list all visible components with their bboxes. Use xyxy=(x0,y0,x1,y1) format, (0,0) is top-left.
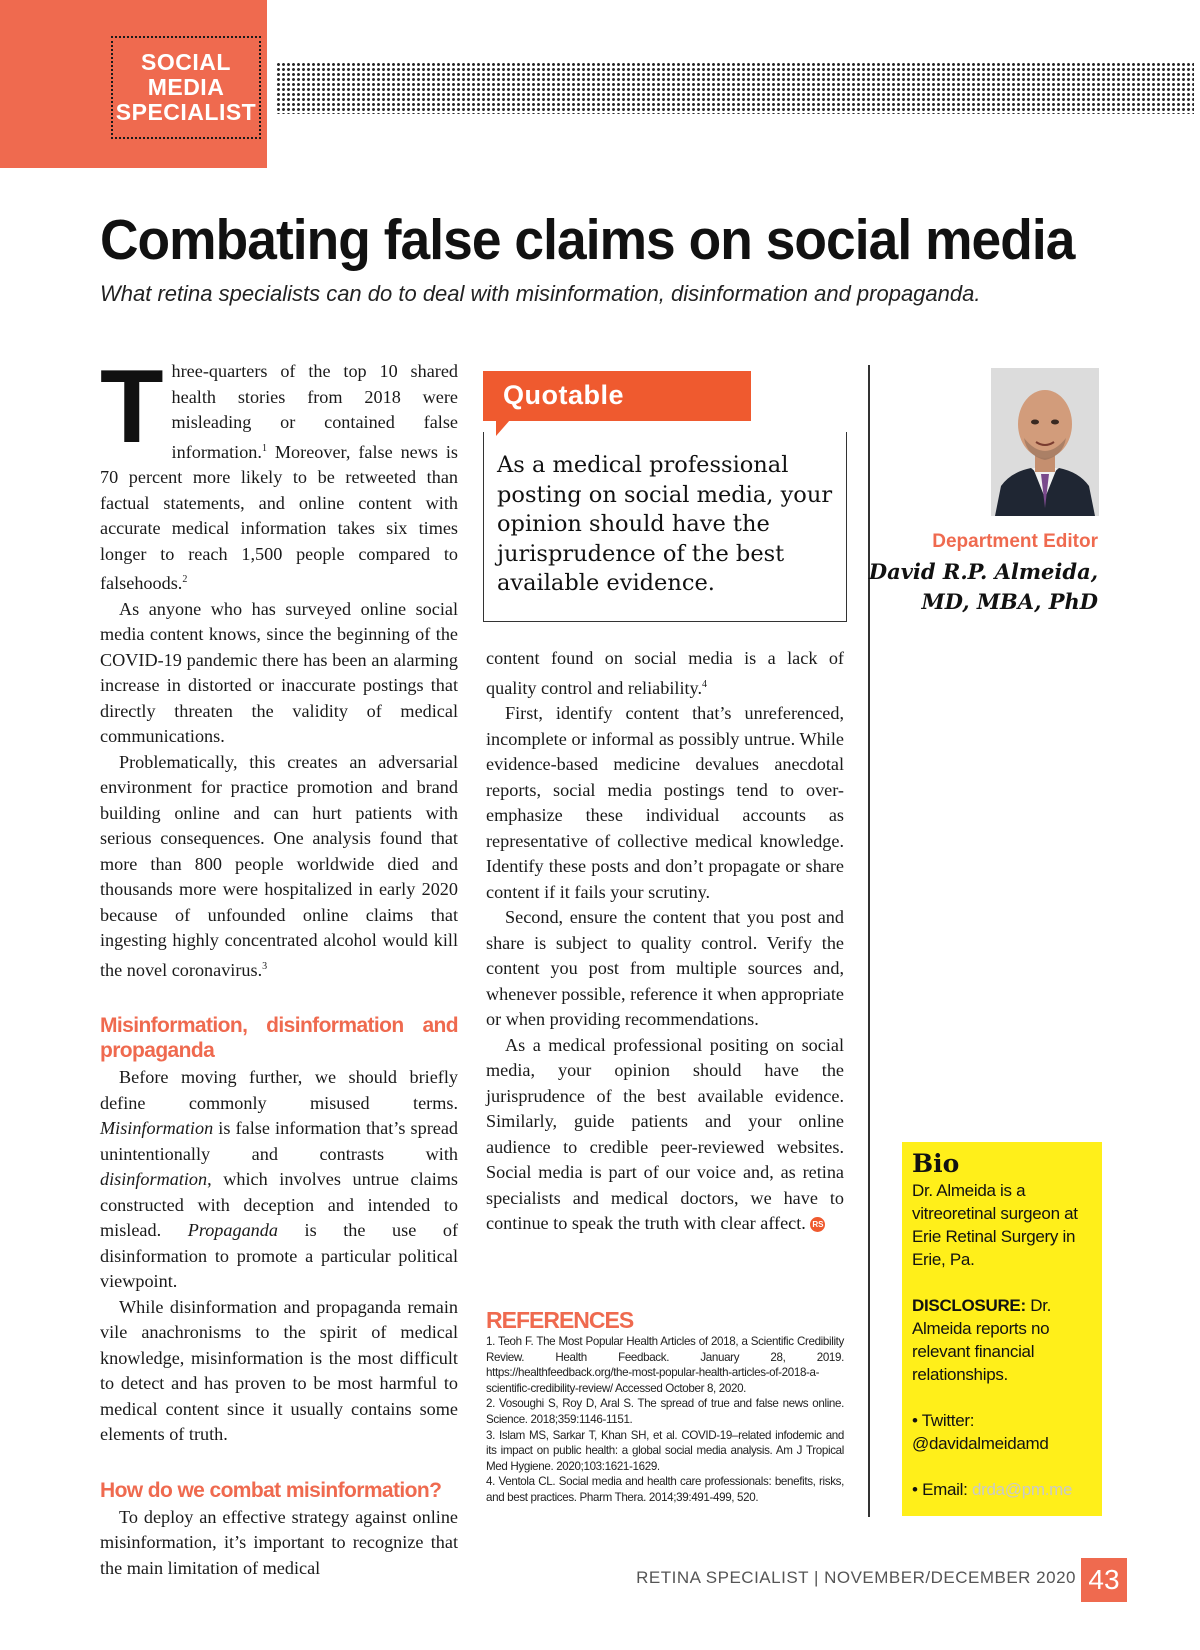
editor-credentials: MD, MBA, PhD xyxy=(921,589,1098,614)
dotted-header-band xyxy=(276,62,1194,114)
end-mark-icon: RS xyxy=(810,1217,825,1232)
disclosure-text: Dr. Almeida reports no relevant financial relationships. xyxy=(912,1296,1052,1384)
text: As a medical professional positing on social media, your opinion should have the jurisprudence of the best available evidence. Similarly, guide patients and your online audience to credible peer-reviewed websites. Social media is part of our voice and, as retina specialists and medical doctors, we have to continue to speak the truth with clear affect. xyxy=(486,1034,844,1234)
section-heading: How do we combat misinformation? xyxy=(100,1478,442,1502)
paragraph xyxy=(100,750,458,984)
bio-box xyxy=(902,1142,1102,1516)
pull-quote: As a medical professional posting on social media, your opinion should have the jurisprudence of the best available evidence. xyxy=(497,452,833,596)
reference-item: 4. Ventola CL. Social media and health care professionals: benefits, risks, and best practices. Pharm Thera. 2014;39:491-499, 520. xyxy=(486,1475,844,1504)
section-label-box xyxy=(111,36,261,139)
section-heading: Misinformation, disinformation and propaganda xyxy=(100,1014,458,1063)
text: , which involves untrue claims constructed with deception and intended to mislead. xyxy=(100,1169,458,1241)
email-line xyxy=(912,1478,1092,1501)
paragraph xyxy=(100,1065,458,1295)
term: Propaganda xyxy=(187,1220,278,1241)
email-link[interactable]: drda@pm.me xyxy=(971,1480,1073,1499)
text: content found on social media is a lack of quality control and reliability. xyxy=(486,648,844,698)
footnote-ref: 2 xyxy=(182,574,188,586)
footnote-ref: 4 xyxy=(702,678,708,690)
term: Misinformation xyxy=(100,1118,214,1139)
term: disinformation xyxy=(100,1169,208,1190)
reference-item: 1. Teoh F. The Most Popular Health Articles of 2018, a Scientific Credibility Review. Health Feedback. January 28, 2019. https://healthfeedback.org/the-most-popular-health-articles-of-2018-a-scientific-credibility-review/ Accessed October 8, 2020. xyxy=(486,1335,844,1395)
reference-item: 2. Vosoughi S, Roy D, Aral S. The spread of true and false news online. Science. 2018;359:1146-1151. xyxy=(486,1397,844,1426)
text: Problematically, this creates an adversarial environment for practice promotion and brand building online and can hurt patients with serious consequences. One analysis found that more than 800 people worldwide died and thousands more were hospitalized in early 2020 because of unfounded online claims that ingesting highly concentrated alcohol would kill the novel coronavirus. xyxy=(100,751,458,980)
section-label-line: SPECIALIST xyxy=(115,99,257,125)
section-label-line: SOCIAL xyxy=(141,49,231,75)
page-number: 43 xyxy=(1081,1558,1127,1602)
footnote-ref: 1 xyxy=(261,442,267,454)
article-title: Combating false claims on social media xyxy=(100,208,1075,272)
paragraph xyxy=(100,349,458,597)
editor-photo xyxy=(991,368,1099,516)
bio-title: Bio xyxy=(912,1149,960,1178)
portrait-icon xyxy=(991,368,1099,516)
text: is the use of disinformation to promote a particular political viewpoint. xyxy=(100,1220,459,1292)
article-subtitle: What retina specialists can do to deal with misinformation, disinformation and propaganda. xyxy=(100,281,981,306)
email-label: • Email: xyxy=(912,1480,972,1499)
section-label-line: MEDIA xyxy=(147,74,225,100)
bio-text: Dr. Almeida is a vitreoretinal surgeon at Erie Retinal Surgery in Erie, Pa. xyxy=(912,1181,1078,1269)
text: Moreover, false news is 70 percent more likely to be retweeted than factual statements, and online content with accurate medical information takes six times longer to reach 1,500 people compared to falsehoods. xyxy=(100,441,458,594)
disclosure-label: DISCLOSURE: xyxy=(912,1296,1026,1315)
paragraph xyxy=(486,646,844,701)
references-heading: REFERENCES xyxy=(486,1307,634,1333)
reference-item: 3. Islam MS, Sarkar T, Khan SH, et al. COVID-19–related infodemic and its impact on public health: a global social media analysis. Am J Tropical Med Hygiene. 2020;103:1621-1629. xyxy=(486,1428,844,1473)
references-list xyxy=(486,1334,844,1506)
paragraph: Second, ensure the content that you post and share is subject to quality control. Verify the content you post from multiple sources and, whenever possible, reference it when appropriate or when providing recommendations. xyxy=(486,907,844,1030)
paragraph xyxy=(486,1033,844,1237)
footnote-ref: 3 xyxy=(262,960,268,972)
editor-name xyxy=(860,557,1098,617)
drop-cap: T xyxy=(100,349,164,465)
text: Before moving further, we should briefly define commonly misused terms. xyxy=(100,1067,458,1113)
text: hree-quarters of the top 10 shared health stories from 2018 were misleading or contained false information. xyxy=(171,361,458,462)
disclosure xyxy=(912,1294,1092,1386)
column-2 xyxy=(486,646,844,1237)
quotable-label: Quotable xyxy=(503,380,625,410)
footer-publication: RETINA SPECIALIST | NOVEMBER/DECEMBER 2020 xyxy=(636,1568,1076,1587)
column-1 xyxy=(100,349,459,1581)
paragraph: First, identify content that’s unreferenced, incomplete or informal as possibly untrue. While evidence-based medicine devalues anecdotal reports, social media postings tend to over-emphasize these individual accounts as representative of collective medical knowledge. Identify these posts and don’t propagate or share content if it fails your scrutiny. xyxy=(486,703,844,902)
text: is false information that’s spread unintentionally and contrasts with xyxy=(100,1118,458,1164)
paragraph: To deploy an effective strategy against online misinformation, it’s important to recognize that the main limitation of medical xyxy=(100,1506,458,1578)
paragraph: As anyone who has surveyed online social media content knows, since the beginning of the COVID-19 pandemic there has been an alarming increase in distorted or inaccurate postings that directly threaten the validity of medical communications. xyxy=(100,598,458,747)
twitter-handle[interactable]: @davidalmeidamd xyxy=(912,1434,1049,1453)
editor-name-line: David R.P. Almeida, xyxy=(868,559,1098,584)
paragraph: While disinformation and propaganda remain vile anachronisms to the spirit of medical knowledge, misinformation is the most difficult to detect and has proven to be most harmful to medical content since it usually contains some elements of truth. xyxy=(100,1296,458,1445)
editor-role: Department Editor xyxy=(932,531,1098,552)
twitter-label: • Twitter: xyxy=(912,1411,975,1430)
